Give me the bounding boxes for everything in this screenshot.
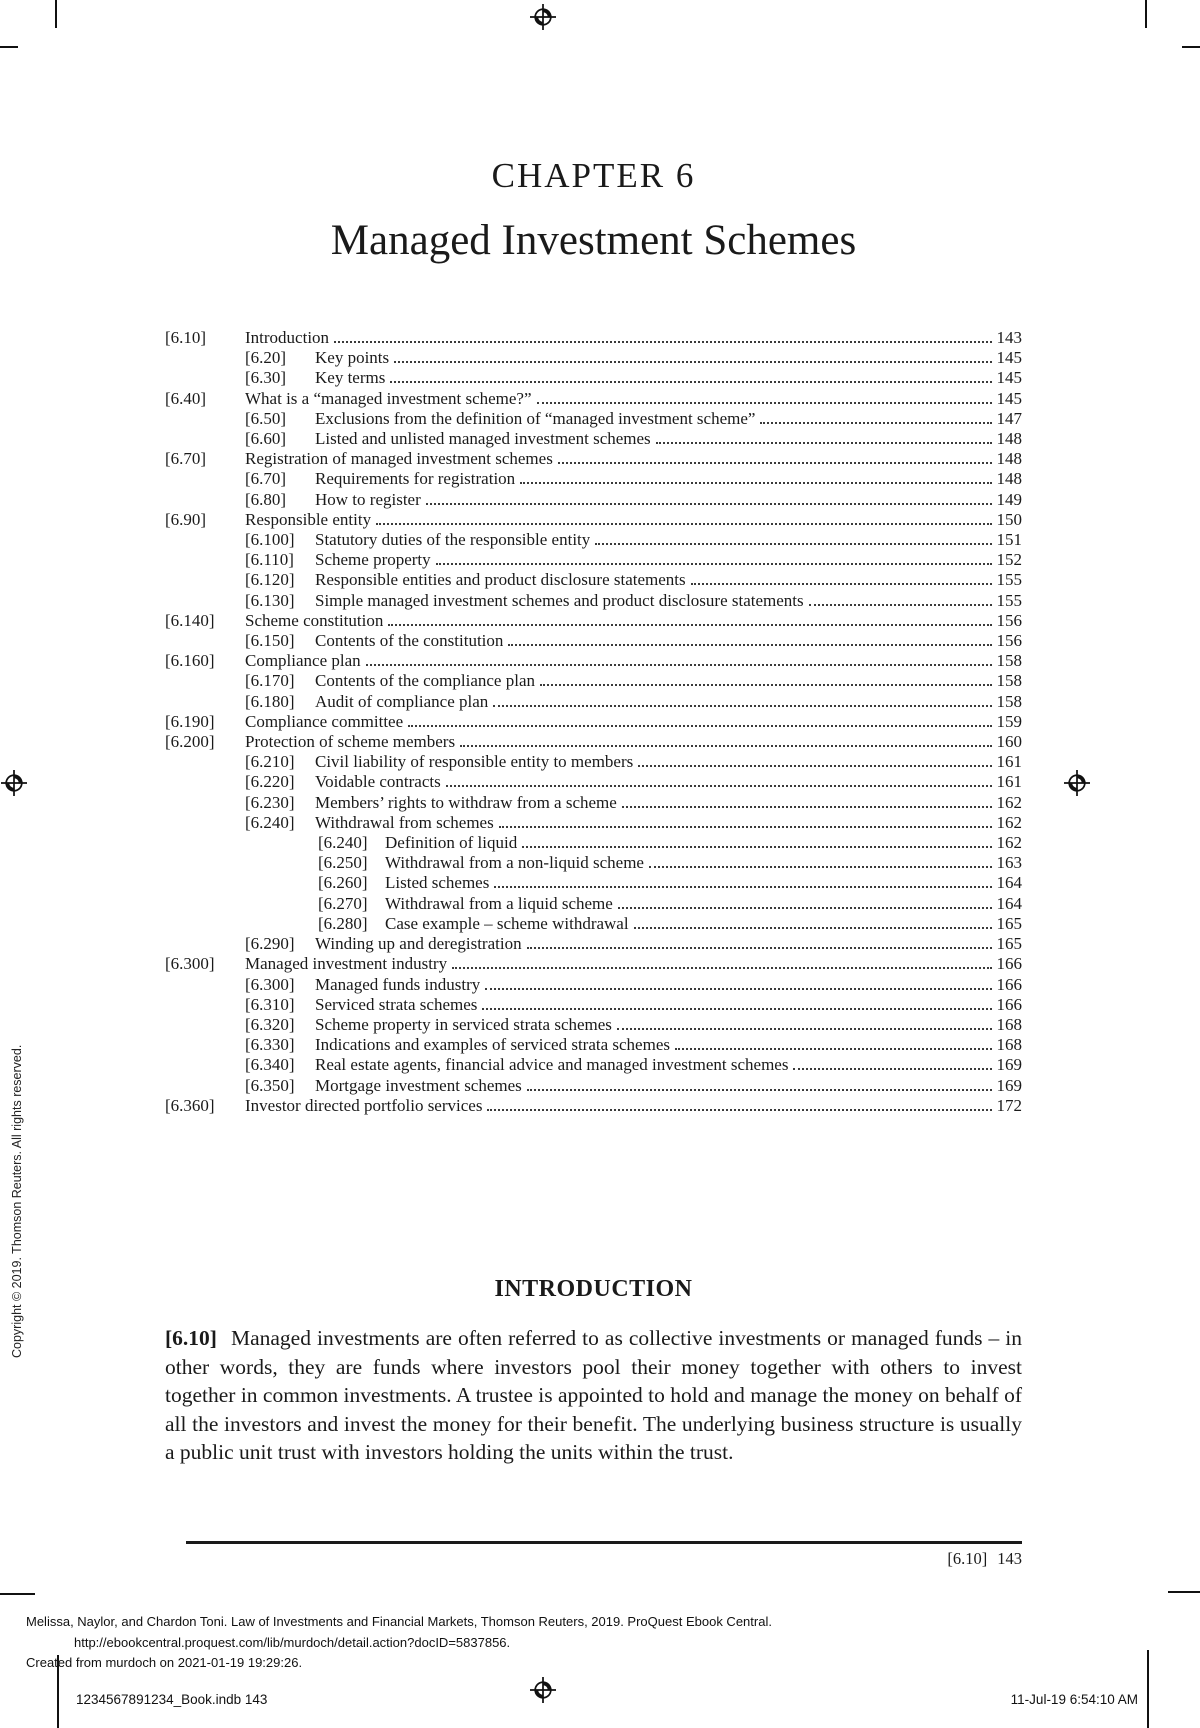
- toc-entry-page: 148: [996, 429, 1022, 449]
- toc-entry-number: [6.200]: [165, 732, 215, 752]
- running-footer: [165, 1549, 1022, 1569]
- footer-rule: [186, 1541, 1022, 1544]
- toc-dot-leader: [436, 563, 992, 565]
- toc-entry: [165, 1055, 1022, 1075]
- toc-entry: [165, 611, 1022, 631]
- toc-entry-page: 158: [996, 671, 1022, 691]
- toc-dot-leader: [499, 826, 992, 828]
- toc-entry-page: 149: [996, 489, 1022, 509]
- toc-entry-number: [6.240]: [318, 833, 368, 853]
- toc-entry-title: Managed funds industry: [315, 974, 481, 994]
- toc-entry: [165, 1096, 1022, 1116]
- toc-entry-number: [6.70]: [245, 469, 287, 489]
- toc-entry-number: [6.170]: [245, 671, 295, 691]
- toc-entry-title: Protection of scheme members: [245, 732, 456, 752]
- toc-entry-page: 145: [996, 388, 1022, 408]
- toc-entry-title: Simple managed investment schemes and product disclosure statements: [315, 590, 804, 610]
- toc-entry-number: [6.210]: [245, 752, 295, 772]
- toc-entry-title: What is a “managed investment scheme?”: [245, 388, 532, 408]
- toc-entry: [165, 975, 1022, 995]
- toc-dot-leader: [460, 745, 992, 747]
- toc-entry-title: Listed schemes: [385, 873, 490, 893]
- toc-entry-title: Key points: [315, 348, 390, 368]
- toc-entry-page: 162: [996, 833, 1022, 853]
- toc-entry: [165, 671, 1022, 691]
- toc-entry: [165, 530, 1022, 550]
- toc-entry-title: Contents of the constitution: [315, 631, 504, 651]
- toc-entry-page: 150: [996, 509, 1022, 529]
- toc-dot-leader: [809, 604, 992, 606]
- toc-entry-title: Withdrawal from a non-liquid scheme: [385, 853, 644, 873]
- intro-paragraph: [165, 1324, 1022, 1467]
- toc-entry: [165, 490, 1022, 510]
- registration-mark-icon: [1064, 770, 1090, 796]
- toc-entry: [165, 368, 1022, 388]
- toc-entry-number: [6.10]: [165, 328, 207, 347]
- toc-entry-page: 156: [996, 631, 1022, 651]
- toc-entry: [165, 894, 1022, 914]
- toc-entry-page: 147: [996, 408, 1022, 428]
- toc-entry-number: [6.110]: [245, 550, 294, 570]
- toc-entry-page: 164: [996, 893, 1022, 913]
- toc-entry-title: Members’ rights to withdraw from a scheme: [315, 792, 617, 812]
- toc-entry: [165, 873, 1022, 893]
- toc-dot-leader: [760, 422, 992, 424]
- toc-dot-leader: [537, 402, 992, 404]
- table-of-contents: [165, 328, 1022, 1116]
- toc-entry: [165, 429, 1022, 449]
- toc-entry-page: 159: [996, 711, 1022, 731]
- toc-entry-number: [6.50]: [245, 408, 287, 428]
- toc-entry-number: [6.40]: [165, 388, 207, 408]
- toc-dot-leader: [793, 1068, 992, 1070]
- toc-entry: [165, 692, 1022, 712]
- toc-entry-title: Contents of the compliance plan: [315, 671, 535, 691]
- toc-entry-number: [6.60]: [245, 429, 287, 449]
- toc-entry-number: [6.240]: [245, 812, 295, 832]
- toc-entry: [165, 1076, 1022, 1096]
- toc-entry-page: 162: [996, 792, 1022, 812]
- toc-dot-leader: [622, 806, 992, 808]
- toc-entry-page: 166: [996, 994, 1022, 1014]
- toc-entry-page: 151: [996, 530, 1022, 550]
- toc-entry: [165, 813, 1022, 833]
- citation-url: http://ebookcentral.proquest.com/lib/murdoch/detail.action?docID=5837856.: [74, 1634, 511, 1650]
- toc-entry-number: [6.350]: [245, 1075, 295, 1095]
- toc-entry: [165, 631, 1022, 651]
- registration-mark-icon: [530, 1677, 556, 1703]
- toc-dot-leader: [522, 846, 992, 848]
- toc-entry-number: [6.320]: [245, 1014, 295, 1034]
- toc-entry-number: [6.160]: [165, 651, 215, 671]
- toc-entry-title: Managed investment industry: [245, 954, 448, 974]
- registration-mark-icon: [530, 4, 556, 30]
- toc-entry: [165, 389, 1022, 409]
- toc-entry: [165, 934, 1022, 954]
- toc-entry: [165, 914, 1022, 934]
- toc-dot-leader: [452, 967, 992, 969]
- toc-entry-title: Registration of managed investment schemes: [245, 449, 553, 469]
- toc-entry: [165, 732, 1022, 752]
- toc-entry-page: 162: [996, 812, 1022, 832]
- toc-dot-leader: [656, 442, 992, 444]
- toc-dot-leader: [426, 503, 992, 505]
- toc-entry: [165, 752, 1022, 772]
- toc-entry-title: Scheme constitution: [245, 610, 384, 630]
- toc-dot-leader: [520, 482, 992, 484]
- chapter-title: Managed Investment Schemes: [330, 217, 857, 264]
- toc-entry-title: Introduction: [245, 328, 330, 347]
- toc-entry-title: Withdrawal from a liquid scheme: [385, 893, 613, 913]
- toc-entry-number: [6.290]: [245, 934, 295, 954]
- toc-entry-title: Civil liability of responsible entity to members: [315, 752, 634, 772]
- toc-entry-title: Withdrawal from schemes: [315, 812, 494, 832]
- toc-dot-leader: [485, 988, 992, 990]
- toc-entry-page: 163: [996, 853, 1022, 873]
- toc-entry-page: 160: [996, 732, 1022, 752]
- registration-mark-icon: [1, 770, 27, 796]
- toc-entry: [165, 570, 1022, 590]
- toc-entry: [165, 1015, 1022, 1035]
- created-from-line: Created from murdoch on 2021-01-19 19:29:26.: [26, 1655, 303, 1670]
- toc-dot-leader: [366, 664, 992, 666]
- toc-entry: [165, 449, 1022, 469]
- toc-entry-page: 164: [996, 873, 1022, 893]
- toc-entry-title: Winding up and deregistration: [315, 934, 522, 954]
- toc-entry-page: 145: [996, 368, 1022, 388]
- copyright-notice-vertical: Copyright © 2019. Thomson Reuters. All rights reserved.: [10, 1044, 24, 1358]
- toc-dot-leader: [408, 725, 992, 727]
- citation-line: Melissa, Naylor, and Chardon Toni. Law of Investments and Financial Markets, Thomson Reuters, 2019. ProQuest Ebook Central.: [26, 1614, 772, 1629]
- toc-entry-number: [6.80]: [245, 489, 287, 509]
- toc-entry-page: 168: [996, 1035, 1022, 1055]
- toc-entry: [165, 469, 1022, 489]
- toc-dot-leader: [446, 785, 992, 787]
- toc-entry-page: 143: [996, 328, 1022, 347]
- toc-entry-title: Responsible entities and product disclosure statements: [315, 570, 686, 590]
- toc-entry-title: Investor directed portfolio services: [245, 1095, 483, 1115]
- toc-entry: [165, 510, 1022, 530]
- crop-mark: [1168, 1591, 1200, 1593]
- toc-entry-number: [6.360]: [165, 1095, 215, 1115]
- crop-mark: [1145, 0, 1147, 28]
- toc-entry: [165, 853, 1022, 873]
- toc-entry-title: Case example – scheme withdrawal: [385, 913, 629, 933]
- toc-entry-page: 148: [996, 469, 1022, 489]
- toc-entry: [165, 833, 1022, 853]
- toc-entry-page: 166: [996, 954, 1022, 974]
- toc-entry: [165, 328, 1022, 348]
- toc-dot-leader: [527, 1089, 992, 1091]
- toc-entry-page: 168: [996, 1014, 1022, 1034]
- toc-entry-number: [6.180]: [245, 691, 295, 711]
- toc-dot-leader: [376, 523, 992, 525]
- toc-entry-title: Statutory duties of the responsible entity: [315, 530, 591, 550]
- toc-dot-leader: [493, 705, 992, 707]
- toc-dot-leader: [487, 1109, 992, 1111]
- toc-entry: [165, 995, 1022, 1015]
- toc-entry-number: [6.300]: [165, 954, 215, 974]
- toc-dot-leader: [494, 886, 992, 888]
- toc-entry-page: 172: [996, 1095, 1022, 1115]
- crop-mark: [1147, 1650, 1149, 1728]
- toc-entry: [165, 550, 1022, 570]
- toc-entry-number: [6.70]: [165, 449, 207, 469]
- toc-entry-page: 152: [996, 550, 1022, 570]
- toc-entry: [165, 1035, 1022, 1055]
- toc-entry-title: Voidable contracts: [315, 772, 441, 792]
- toc-entry-page: 145: [996, 348, 1022, 368]
- toc-dot-leader: [649, 866, 992, 868]
- toc-entry-title: Definition of liquid: [385, 833, 518, 853]
- toc-entry-title: How to register: [315, 489, 421, 509]
- toc-dot-leader: [618, 907, 992, 909]
- toc-entry: [165, 954, 1022, 974]
- toc-entry-title: Key terms: [315, 368, 386, 388]
- toc-entry-number: [6.340]: [245, 1055, 295, 1075]
- toc-entry-page: 158: [996, 691, 1022, 711]
- crop-mark: [0, 46, 18, 48]
- toc-entry-page: 161: [996, 772, 1022, 792]
- footer-page-number: 143: [997, 1549, 1022, 1568]
- toc-dot-leader: [540, 684, 992, 686]
- toc-entry: [165, 793, 1022, 813]
- toc-entry-page: 169: [996, 1075, 1022, 1095]
- toc-entry-number: [6.90]: [165, 509, 207, 529]
- paragraph-number: [6.10]: [165, 1326, 217, 1350]
- footer-paragraph-ref: [6.10]: [947, 1549, 988, 1568]
- toc-dot-leader: [638, 765, 992, 767]
- toc-entry-number: [6.250]: [318, 853, 368, 873]
- toc-dot-leader: [527, 947, 992, 949]
- toc-entry-number: [6.280]: [318, 913, 368, 933]
- section-heading-introduction: INTRODUCTION: [494, 1276, 693, 1302]
- toc-entry: [165, 772, 1022, 792]
- toc-entry-number: [6.150]: [245, 631, 295, 651]
- toc-entry-title: Serviced strata schemes: [315, 994, 478, 1014]
- toc-entry-title: Mortgage investment schemes: [315, 1075, 522, 1095]
- toc-entry-number: [6.300]: [245, 974, 295, 994]
- toc-entry-title: Compliance plan: [245, 651, 361, 671]
- toc-entry-number: [6.100]: [245, 530, 295, 550]
- toc-dot-leader: [617, 1028, 992, 1030]
- toc-entry-number: [6.230]: [245, 792, 295, 812]
- toc-entry: [165, 712, 1022, 732]
- toc-dot-leader: [595, 543, 992, 545]
- toc-entry-number: [6.140]: [165, 610, 215, 630]
- toc-entry-page: 169: [996, 1055, 1022, 1075]
- paragraph-text: Managed investments are often referred to as collective investments or managed funds – in other words, they are funds where investors pool their money together with others to invest together in common investments. A trustee is appointed to hold and manage the money on behalf of all the investors and invest the money for their benefit. The underlying business structure is usually a public unit trust with investors holding the units within the trust.: [165, 1326, 1022, 1465]
- chapter-number: CHAPTER 6: [491, 156, 696, 195]
- toc-entry-number: [6.310]: [245, 994, 295, 1014]
- toc-entry-page: 155: [996, 590, 1022, 610]
- toc-entry-number: [6.260]: [318, 873, 368, 893]
- crop-mark: [0, 1593, 35, 1595]
- toc-dot-leader: [390, 381, 992, 383]
- toc-entry-title: Scheme property in serviced strata schemes: [315, 1014, 612, 1034]
- toc-entry-title: Requirements for registration: [315, 469, 516, 489]
- toc-entry-page: 158: [996, 651, 1022, 671]
- print-file-name: 1234567891234_Book.indb 143: [76, 1692, 268, 1707]
- print-timestamp: 11-Jul-19 6:54:10 AM: [1010, 1692, 1138, 1707]
- toc-entry-title: Audit of compliance plan: [315, 691, 489, 711]
- toc-entry: [165, 651, 1022, 671]
- toc-entry: [165, 591, 1022, 611]
- toc-dot-leader: [394, 361, 992, 363]
- toc-dot-leader: [508, 644, 992, 646]
- toc-entry-title: Real estate agents, financial advice and managed investment schemes: [315, 1055, 789, 1075]
- toc-entry-title: Exclusions from the definition of “managed investment scheme”: [315, 408, 756, 428]
- toc-entry-title: Indications and examples of serviced strata schemes: [315, 1035, 670, 1055]
- toc-entry-number: [6.270]: [318, 893, 368, 913]
- crop-mark: [1182, 46, 1200, 48]
- toc-entry-page: 148: [996, 449, 1022, 469]
- toc-dot-leader: [558, 462, 992, 464]
- toc-dot-leader: [388, 624, 992, 626]
- toc-entry-number: [6.190]: [165, 711, 215, 731]
- crop-mark: [55, 0, 57, 28]
- toc-entry-title: Listed and unlisted managed investment schemes: [315, 429, 651, 449]
- toc-entry-page: 161: [996, 752, 1022, 772]
- toc-dot-leader: [634, 927, 992, 929]
- toc-dot-leader: [334, 341, 992, 343]
- toc-dot-leader: [675, 1048, 992, 1050]
- toc-entry-page: 165: [996, 934, 1022, 954]
- toc-dot-leader: [482, 1008, 992, 1010]
- toc-entry-number: [6.120]: [245, 570, 295, 590]
- toc-entry-number: [6.220]: [245, 772, 295, 792]
- toc-entry: [165, 348, 1022, 368]
- toc-entry-title: Compliance committee: [245, 711, 404, 731]
- proquest-attribution: [26, 1612, 772, 1674]
- toc-entry-page: 165: [996, 913, 1022, 933]
- toc-entry: [165, 409, 1022, 429]
- toc-entry-title: Responsible entity: [245, 509, 372, 529]
- toc-entry-number: [6.30]: [245, 368, 287, 388]
- toc-dot-leader: [691, 583, 992, 585]
- toc-entry-page: 166: [996, 974, 1022, 994]
- toc-entry-page: 155: [996, 570, 1022, 590]
- toc-entry-number: [6.330]: [245, 1035, 295, 1055]
- toc-entry-number: [6.20]: [245, 348, 287, 368]
- toc-entry-number: [6.130]: [245, 590, 295, 610]
- toc-entry-page: 156: [996, 610, 1022, 630]
- toc-entry-title: Scheme property: [315, 550, 431, 570]
